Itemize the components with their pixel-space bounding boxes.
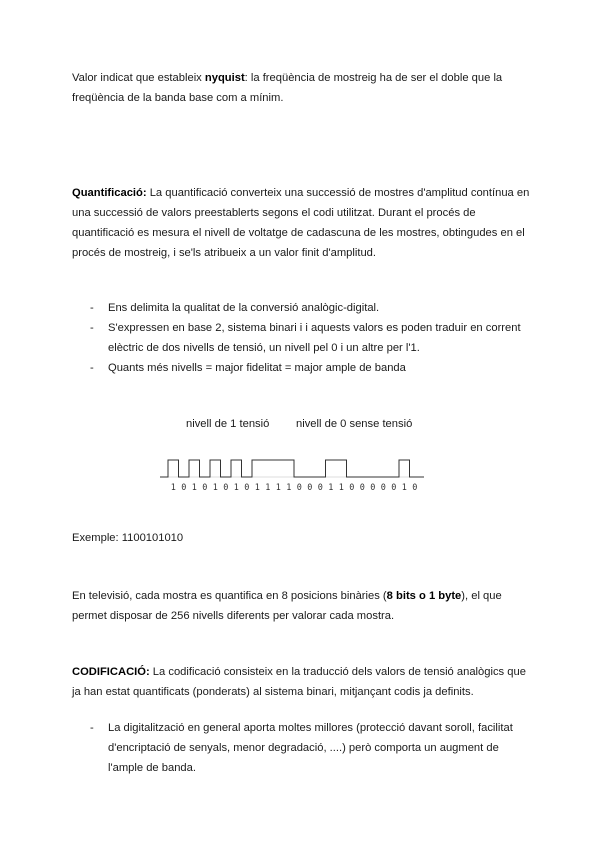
label-level-zero: nivell de 0 sense tensió: [296, 418, 413, 430]
signal-waveform: [160, 460, 424, 477]
list-item: - Ens delimita la qualitat de la conversió analògic-digital.: [90, 302, 380, 314]
bit-label: 0: [380, 483, 386, 493]
bit-label: 0: [391, 483, 397, 493]
nyquist-term: nyquist: [204, 72, 245, 84]
list-item: - S'expressen en base 2, sistema binari i i aquests valors es poden traduir en corrent elèctric de dos nivells de tensió, un nivell pel 0 i un altre per l'1.: [90, 322, 521, 354]
nyquist-paragraph: Valor indicat que estableix nyquist: la freqüència de mostreig ha de ser el doble que la freqüència de la banda base com a mínim.: [72, 72, 503, 104]
example-line: Exemple: 1100101010: [72, 532, 184, 544]
quantificacio-heading: Quantificació:: [72, 187, 147, 199]
bit-label: 1: [233, 483, 239, 493]
quantificacio-bullet-list: [90, 298, 530, 378]
signal-trace: [160, 460, 424, 477]
codificacio-paragraph: CODIFICACIÓ: La codificació consisteix en la traducció dels valors de tensió analògics que ja han estat quantificats (ponderats) al sistema binari, mitjançant codis ja definits.: [72, 666, 526, 698]
byte-term: 8 bits o 1 byte: [386, 590, 462, 602]
list-item: - La digitalització en general aporta moltes millores (protecció davant soroll, facilitat d'encriptació de senyals, menor degradació, ....) però comporta un augment de l'ample de banda.: [90, 722, 513, 774]
bit-label: 0: [370, 483, 376, 493]
codificacio-bullet-list: [90, 718, 530, 778]
bit-label: 1: [265, 483, 271, 493]
signal-labels: [0, 414, 600, 434]
bit-label: 1: [401, 483, 407, 493]
bit-label: 1: [338, 483, 344, 493]
bit-label: 1: [328, 483, 334, 493]
binary-signal-diagram: [160, 456, 440, 496]
bit-label: 1: [286, 483, 292, 493]
bit-label: 1: [254, 483, 260, 493]
quantificacio-paragraph: Quantificació: La quantificació converteix una successió de mostres d'amplitud contínua en una successió de valors preestablerts segons el codi utilitzat. Durant el procés de quantificació es mesura el nivell de voltatge de cadascuna de les mostres, obtingudes en el procés de mostreig, i se'ls atribueix a un valor finit d'amplitud.: [72, 187, 530, 259]
bit-label: 0: [317, 483, 323, 493]
bit-label: 0: [202, 483, 208, 493]
bit-label: 0: [223, 483, 229, 493]
bit-label: 1: [275, 483, 281, 493]
bit-label: 1: [191, 483, 197, 493]
bit-label: 1: [170, 483, 176, 493]
bit-label: 0: [349, 483, 355, 493]
label-level-one: nivell de 1 tensió: [186, 418, 270, 430]
bit-label: 0: [296, 483, 302, 493]
list-item: - Quants més nivells = major fidelitat = major ample de banda: [90, 362, 406, 374]
bit-label: 0: [244, 483, 250, 493]
codificacio-heading: CODIFICACIÓ:: [72, 666, 150, 678]
bit-label: 0: [412, 483, 418, 493]
bit-label: 0: [181, 483, 187, 493]
bit-label: 0: [307, 483, 313, 493]
bit-label: 1: [212, 483, 218, 493]
bit-label: 0: [359, 483, 365, 493]
bit-labels: [171, 483, 418, 493]
television-paragraph: En televisió, cada mostra es quantifica en 8 posicions binàries (8 bits o 1 byte), el que permet disposar de 256 nivells diferents per valorar cada mostra.: [72, 590, 502, 622]
